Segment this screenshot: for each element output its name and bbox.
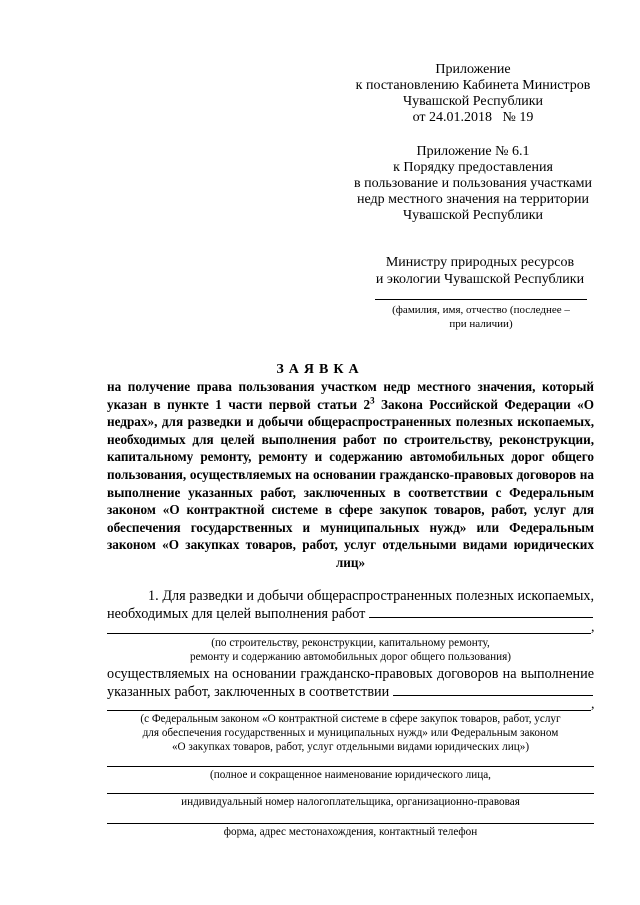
law-comma: , [591,697,595,712]
law-caption [107,712,594,754]
appendix-sub-header [338,144,608,224]
subject-text-part1: на получение права пользования участком недр местного значения, который указан в пункте 1 части первой статьи 2 [107,379,594,412]
law-caption-line2: для обеспечения государственных и муниципальных нужд» или Федеральным законом [142,727,559,739]
page-title: ЗАЯВКА [276,362,364,377]
addressee-name-field[interactable] [375,299,587,300]
addressee-line2: и экологии Чувашской Республики [375,272,585,287]
sub-appendix-line3: в пользование и пользования участками [354,176,592,191]
subject-text-part2: Закона Российской Федерации «О недрах», для разведки и добычи общераспространенных полезных ископаемых, необходимых для целей выполнения работ по строительству, реконструкции, капитальному ремонту, ремонту и содержанию автомобильных дорог общего пользования, осуществляемых на основании гражданско-правовых договоров на выполнение указанных работ, заключенных в соответствии с Федеральным законом «О контрактной системе в сфере закупок товаров, работ, услуг для обеспечения государственных и муниципальных нужд» или Федеральным законом «О закупках товаров, работ, услуг отдельными видами юридических лиц» [107,396,594,570]
p1-line2-text: необходимых для целей выполнения работ [107,606,366,622]
works-comma: , [591,620,595,635]
appendix-date-number: от 24.01.2018 № 19 [412,110,534,125]
entity-caption-line2: индивидуальный номер налогоплательщика, организационно-правовая [181,796,520,808]
p1-line3: осуществляемых на основании гражданско-правовых договоров на выполнение [107,666,594,682]
p1-line2-row [107,605,594,623]
addressee-name-caption [365,303,597,331]
entity-caption-line1: (полное и сокращенное наименование юридического лица, [210,769,491,781]
sub-appendix-line5: Чувашской Республики [402,208,544,223]
works-caption-line1: (по строительству, реконструкции, капитальному ремонту, [211,637,490,649]
works-caption-line2: ремонту и содержанию автомобильных дорог общего пользования) [190,651,511,663]
addressee-caption-line1: (фамилия, имя, отчество (последнее – [392,304,570,316]
works-caption [107,636,594,664]
law-caption-line3: «О закупках товаров, работ, услуг отдельными видами юридических лиц») [171,741,530,753]
addressee-caption-line2: при наличии) [449,318,513,330]
p1-line1: 1. Для разведки и добычи общераспространенных полезных ископаемых, [148,588,594,604]
entity-caption-line3: форма, адрес местонахождения, контактный телефон [223,826,478,838]
law-field-part2[interactable] [107,710,591,711]
appendix-label: Приложение [435,62,511,77]
works-field-part2[interactable] [107,633,591,634]
appendix-main-header [338,62,608,126]
p1-line4-text: указанных работ, заключенных в соответствии [107,684,390,700]
addressee-block [355,254,605,288]
law-caption-line1: (с Федеральным законом «О контрактной системе в сфере закупок товаров, работ, услуг [140,713,561,725]
subject-superscript: 3 [370,395,375,406]
works-field-part1[interactable] [369,605,593,618]
entity-field-2[interactable] [107,793,594,794]
appendix-resolution: к постановлению Кабинета Министров [355,78,591,93]
appendix-republic: Чувашской Республики [402,94,544,109]
addressee-line1: Министру природных ресурсов [385,255,575,270]
application-subject [107,378,594,572]
entity-field-1[interactable] [107,766,594,767]
sub-appendix-line4: недр местного значения на территории [356,192,590,207]
sub-appendix-label: Приложение № 6.1 [416,144,530,159]
sub-appendix-line2: к Порядку предоставления [393,160,553,175]
law-field-part1[interactable] [393,683,593,696]
p1-line4-row [107,683,594,701]
entity-field-3[interactable] [107,823,594,824]
